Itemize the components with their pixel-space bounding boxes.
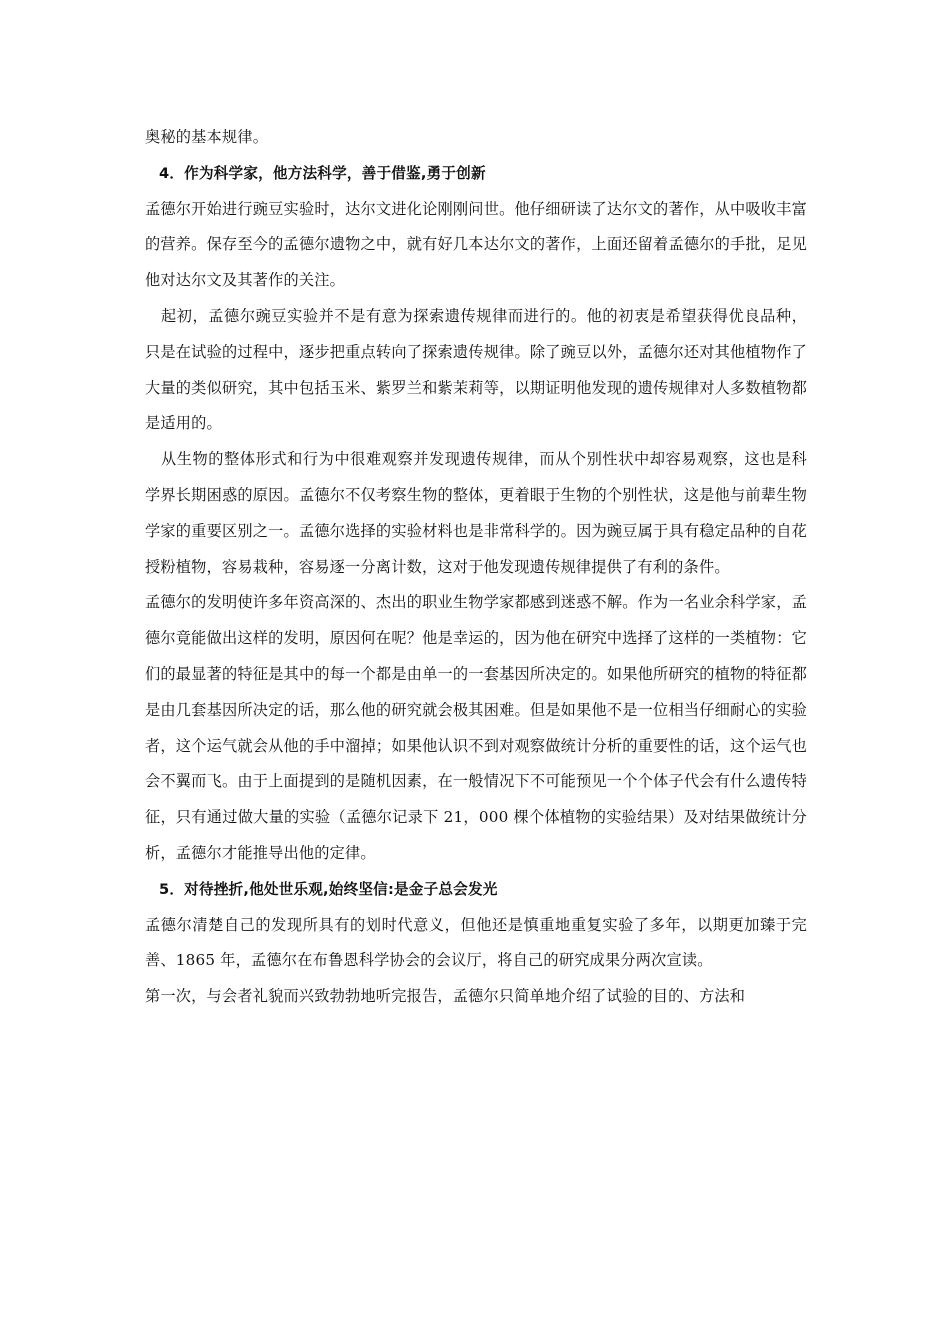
paragraph-continuation: 奥秘的基本规律。 — [145, 128, 269, 146]
section-heading-5: 5．对待挫折,他处世乐观,始终坚信:是金子总会发光 — [159, 880, 498, 898]
paragraph-luck-and-method: 孟德尔的发明使许多年资高深的、杰出的职业生物学家都感到迷惑不解。作为一名业余科学家，孟德尔竟能做出这样的发明，原因何在呢？他是幸运的，因为他在研究中选择了这样的一类植物：它们的最显著的特征是其中的每一个都是由单一的一套基因所决定的。如果他所研究的植物的特征都是由几套基因所决定的话，那么他的研究就会极其困难。但是如果他不是一位相当仔细耐心的实验者，这个运气就会从他的手中溜掉；如果他认识不到对观察做统计分析的重要性的话，这个运气也会不翼而飞。由于上面提到的是随机因素，在一般情况下不可能预见一个个体子代会有什么遗传特征，只有通过做大量的实验（孟德尔记录下 21，000 棵个体植物的实验结果）及对结果做统计分析，孟德尔才能推导出他的定律。 — [145, 593, 807, 862]
paragraph-first-reading: 第一次，与会者礼貌而兴致勃勃地听完报告，孟德尔只简单地介绍了试验的目的、方法和 — [145, 987, 746, 1006]
paragraph-individual-traits: 从生物的整体形式和行为中很难观察并发现遗传规律，而从个别性状中却容易观察，这也是科学界长期困惑的原因。孟德尔不仅考察生物的整体，更着眼于生物的个别性状，这是他与前辈生物学家的重要区别之一。孟德尔选择的实验材料也是非常科学的。因为豌豆属于具有稳定品种的自花授粉植物，容易栽种，容易逐一分离计数，这对于他发现遗传规律提供了有利的条件。 — [145, 450, 807, 576]
section-heading-4: 4．作为科学家，他方法科学，善于借鉴,勇于创新 — [159, 164, 486, 182]
paragraph-darwin: 孟德尔开始进行豌豆实验时，达尔文进化论刚刚问世。他仔细研读了达尔文的著作，从中吸收丰富的营养。保存至今的孟德尔遗物之中，就有好几本达尔文的著作，上面还留着孟德尔的手批，足见他对达尔文及其著作的关注。 — [145, 199, 807, 290]
paragraph-original-intent: 起初，孟德尔豌豆实验并不是有意为探索遗传规律而进行的。他的初衷是希望获得优良品种，只是在试验的过程中，逐步把重点转向了探索遗传规律。除了豌豆以外，孟德尔还对其他植物作了大量的类似研究，其中包括玉米、紫罗兰和紫茉莉等，以期证明他发现的遗传规律对人多数植物都是适用的。 — [145, 306, 807, 433]
paragraph-1865-report: 孟德尔清楚自己的发现所具有的划时代意义，但他还是慎重地重复实验了多年，以期更加臻于完善、1865 年，孟德尔在布鲁恩科学协会的会议厅，将自己的研究成果分两次宣读。 — [145, 915, 807, 970]
document-body — [145, 120, 807, 1015]
